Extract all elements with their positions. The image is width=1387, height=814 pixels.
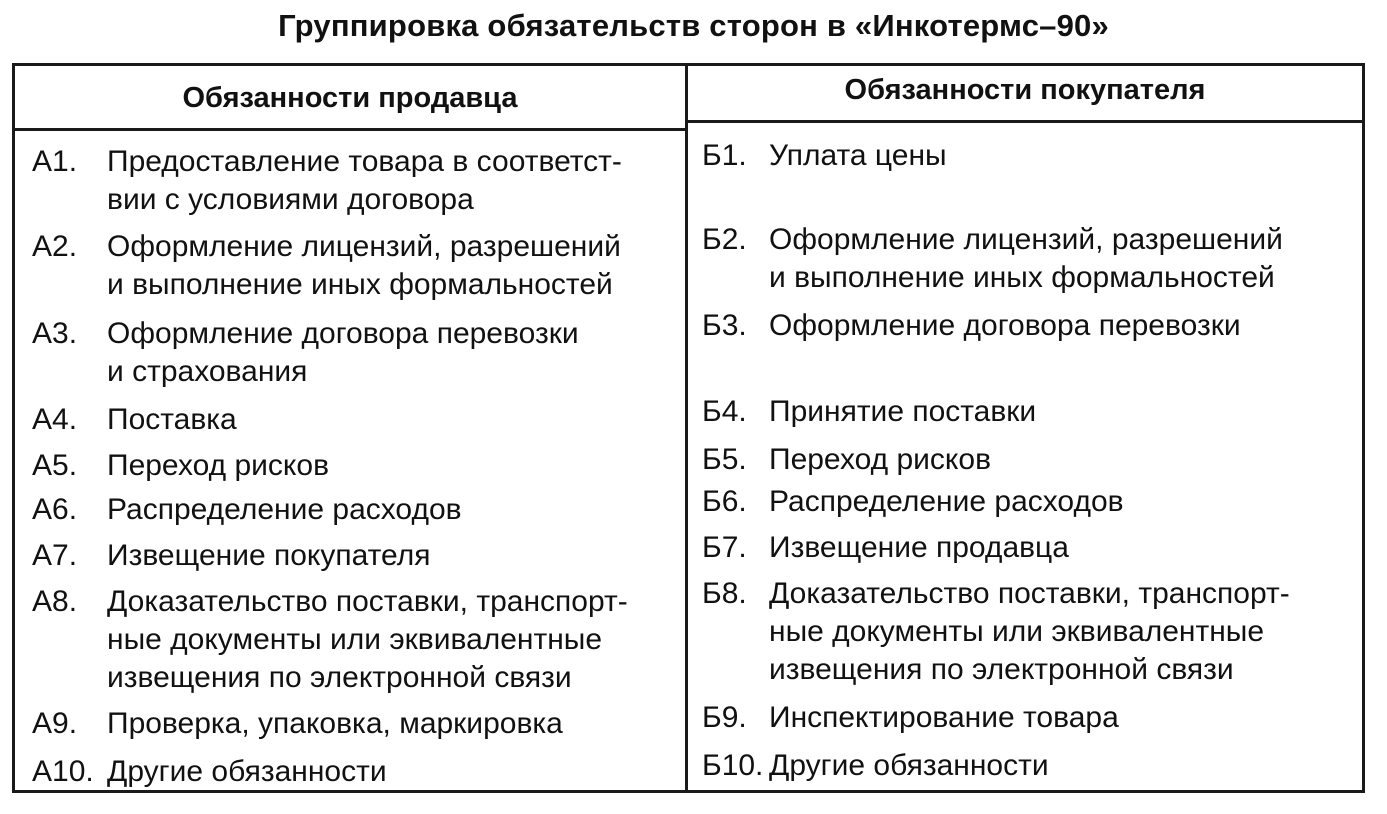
- item-text: Переход рисков: [769, 443, 992, 476]
- item-code: Б4.: [702, 395, 747, 428]
- item-code: Б3.: [702, 309, 747, 342]
- seller-header-divider: [15, 128, 687, 131]
- item-code: Б5.: [702, 443, 747, 476]
- item-text: Оформление лицензий, разрешений и выполнение иных формальностей: [769, 223, 1283, 294]
- item-text: Переход рисков: [107, 449, 330, 482]
- item-code: А5.: [32, 449, 78, 482]
- item-text: Другие обязанности: [107, 755, 387, 788]
- item-text: Распределение расходов: [107, 493, 462, 526]
- item-text: Уплата цены: [769, 139, 947, 172]
- item-code: А1.: [32, 145, 78, 178]
- item-code: Б10.: [702, 749, 764, 782]
- item-code: А10.: [32, 755, 94, 788]
- item-text: Предоставление товара в соответст- вии с условиями договора: [107, 145, 622, 216]
- item-code: Б7.: [702, 531, 747, 564]
- item-text: Оформление лицензий, разрешений и выполнение иных формальностей: [107, 230, 621, 301]
- item-code: Б8.: [702, 577, 747, 610]
- item-code: А6.: [32, 493, 78, 526]
- item-text: Принятие поставки: [769, 395, 1037, 428]
- item-text: Оформление договора перевозки и страхования: [107, 317, 579, 388]
- item-text: Извещение продавца: [769, 531, 1069, 564]
- item-text: Другие обязанности: [769, 749, 1049, 782]
- item-code: Б6.: [702, 485, 747, 518]
- item-code: А8.: [32, 585, 78, 618]
- column-divider: [685, 66, 688, 790]
- item-code: Б2.: [702, 223, 747, 256]
- item-text: Извещение покупателя: [107, 539, 431, 572]
- item-text: Инспектирование товара: [769, 701, 1119, 734]
- item-code: А7.: [32, 539, 78, 572]
- item-code: А9.: [32, 707, 78, 740]
- item-text: Проверка, упаковка, маркировка: [107, 707, 563, 740]
- item-text: Доказательство поставки, транспорт- ные документы или эквивалентные извещения по электронной связи: [107, 585, 628, 694]
- buyer-header-divider: [687, 120, 1362, 123]
- item-code: А4.: [32, 403, 78, 436]
- item-text: Поставка: [107, 403, 237, 436]
- item-code: Б9.: [702, 701, 747, 734]
- item-text: Доказательство поставки, транспорт- ные документы или эквивалентные извещения по электронной связи: [769, 577, 1290, 686]
- page-title: Группировка обязательств сторон в «Инкотермс–90»: [278, 8, 1109, 43]
- item-text: Распределение расходов: [769, 485, 1124, 518]
- item-code: Б1.: [702, 139, 747, 172]
- item-text: Оформление договора перевозки: [769, 309, 1241, 342]
- seller-column-header: Обязанности продавца: [182, 82, 518, 114]
- item-code: А2.: [32, 230, 78, 263]
- buyer-column-header: Обязанности покупателя: [844, 74, 1206, 106]
- item-code: А3.: [32, 317, 78, 350]
